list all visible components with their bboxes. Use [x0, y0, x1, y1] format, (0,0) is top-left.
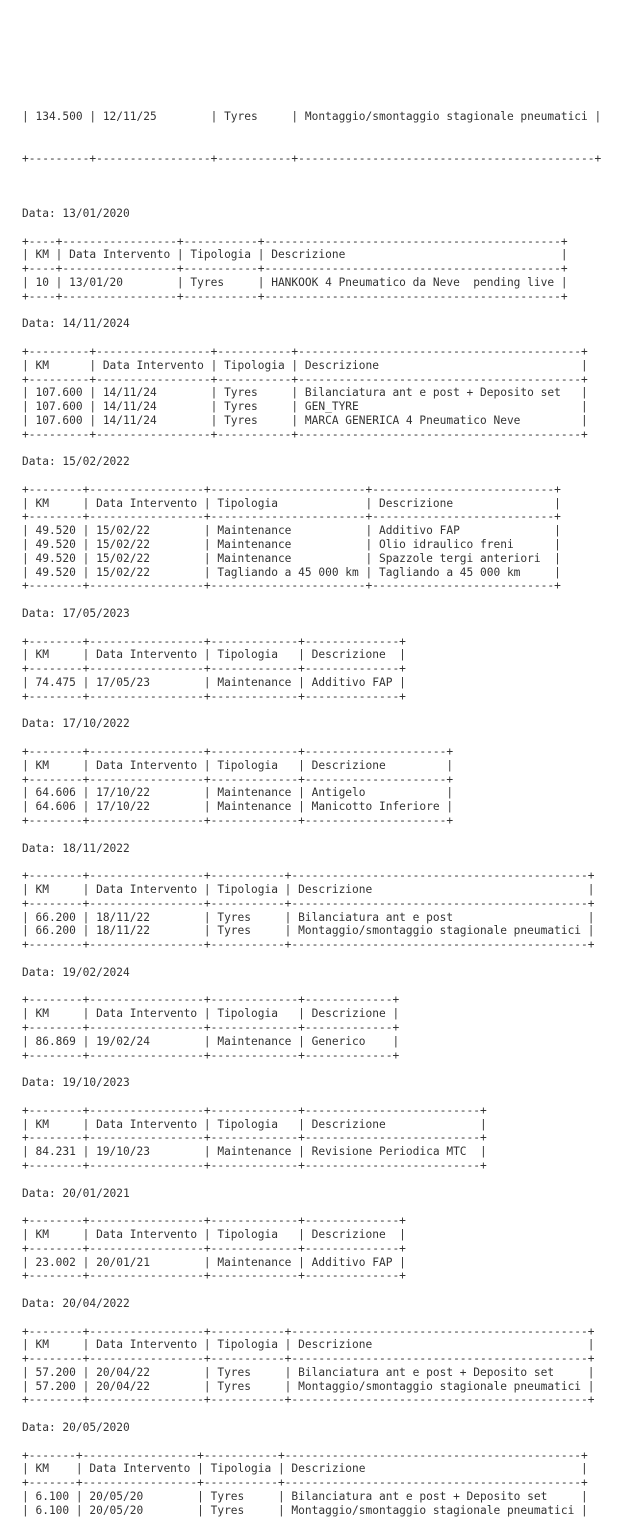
table-row: | 6.100 | 20/05/20 | Tyres | Montaggio/smontaggio stagionale pneumatici | [22, 1503, 588, 1517]
table-row: | 10 | 13/01/20 | Tyres | HANKOOK 4 Pneumatico da Neve pending live | [22, 275, 568, 289]
table-border: +--------+-----------------+-------------+--------------------------+ [22, 1103, 487, 1117]
spacer [22, 442, 640, 456]
date-section [22, 828, 640, 952]
table-border: +--------+-----------------+-----------------------+---------------------------+ [22, 579, 561, 593]
table-border: +---------+-----------------+-----------+------------------------------------------+ [22, 427, 588, 441]
table-border: +--------+-----------------+-------------+--------------+ [22, 1241, 406, 1255]
spacer [22, 1090, 640, 1104]
table-row: | KM | Data Intervento | Tipologia | Descrizione | [22, 496, 561, 510]
section-date-heading: Data: 17/10/2022 [22, 717, 130, 731]
table-row: | 49.520 | 15/02/22 | Maintenance | Additivo FAP | [22, 524, 561, 538]
table-border: +---------+-----------------+-----------+------------------------------------------+ [22, 344, 588, 358]
table-row: | 49.520 | 15/02/22 | Maintenance | Spazzole tergi anteriori | [22, 551, 561, 565]
table-row: | KM | Data Intervento | Tipologia | Descrizione | [22, 1338, 595, 1352]
spacer [22, 331, 640, 345]
spacer [22, 952, 640, 966]
table-border: +--------+-----------------+-------------+--------------------------+ [22, 1131, 487, 1145]
date-section [22, 1407, 640, 1517]
section-date-heading: Data: 13/01/2020 [22, 206, 130, 220]
section-date-heading: Data: 19/10/2023 [22, 1076, 130, 1090]
spacer [22, 828, 640, 842]
section-date-heading: Data: 14/11/2024 [22, 317, 130, 331]
table-border: +--------+-----------------+-------------+---------------------+ [22, 745, 454, 759]
spacer [22, 469, 640, 483]
date-section [22, 193, 640, 303]
table-row: | KM | Data Intervento | Tipologia | Descrizione | [22, 1117, 487, 1131]
spacer [22, 855, 640, 869]
table-row: | 86.869 | 19/02/24 | Maintenance | Generico | [22, 1034, 400, 1048]
table-border: +--------+-----------------+-----------+--------------------------------------------+ [22, 1324, 595, 1338]
table-row: | 23.002 | 20/01/21 | Maintenance | Additivo FAP | [22, 1255, 406, 1269]
table-border: +--------+-----------------+-----------------------+---------------------------+ [22, 510, 561, 524]
table-row: | 134.500 | 12/11/25 | Tyres | Montaggio/smontaggio stagionale pneumatici | [22, 110, 602, 124]
table-row: | 107.600 | 14/11/24 | Tyres | MARCA GENERICA 4 Pneumatico Neve | [22, 413, 588, 427]
table-border: +-------+-----------------+-----------+--------------------------------------------+ [22, 1448, 588, 1462]
table-row: | KM | Data Intervento | Tipologia | Descrizione | [22, 1227, 406, 1241]
table-border: +---------+-----------------+-----------+--------------------------------------------+ [22, 151, 602, 165]
table-border: +--------+-----------------+-------------+---------------------+ [22, 814, 454, 828]
spacer [22, 1173, 640, 1187]
table-row: | KM | Data Intervento | Tipologia | Descrizione | [22, 358, 588, 372]
section-date-heading: Data: 19/02/2024 [22, 965, 130, 979]
table-row: | KM | Data Intervento | Tipologia | Descrizione | [22, 648, 406, 662]
spacer [22, 1435, 640, 1449]
date-section [22, 704, 640, 828]
table-row: | KM | Data Intervento | Tipologia | Descrizione | [22, 248, 568, 262]
table-border: +----+-----------------+-----------+--------------------------------------------+ [22, 234, 568, 248]
date-section [22, 952, 640, 1062]
spacer [22, 1200, 640, 1214]
date-section [22, 1173, 640, 1283]
date-section [22, 1062, 640, 1172]
spacer [22, 980, 640, 994]
table-row: | KM | Data Intervento | Tipologia | Descrizione | [22, 1007, 400, 1021]
table-row: | 84.231 | 19/10/23 | Maintenance | Revisione Periodica MTC | [22, 1145, 487, 1159]
sections-container [22, 193, 640, 1518]
spacer [22, 304, 640, 318]
spacer [22, 1062, 640, 1076]
table-border: +-------+-----------------+-----------+--------------------------------------------+ [22, 1476, 588, 1490]
table-border: +--------+-----------------+-----------+--------------------------------------------+ [22, 1393, 595, 1407]
section-date-heading: Data: 20/01/2021 [22, 1186, 130, 1200]
table-border: +----+-----------------+-----------+--------------------------------------------+ [22, 289, 568, 303]
date-section [22, 442, 640, 594]
table-row: | 74.475 | 17/05/23 | Maintenance | Additivo FAP | [22, 676, 406, 690]
table-row: | 64.606 | 17/10/22 | Maintenance | Antigelo | [22, 786, 454, 800]
spacer [22, 1283, 640, 1297]
spacer [22, 1311, 640, 1325]
table-border: +---------+-----------------+-----------+------------------------------------------+ [22, 372, 588, 386]
date-section [22, 304, 640, 442]
table-row: | 49.520 | 15/02/22 | Maintenance | Olio idraulico freni | [22, 538, 561, 552]
table-row: | 66.200 | 18/11/22 | Tyres | Bilanciatura ant e post | [22, 910, 595, 924]
table-border: +--------+-----------------+-------------+--------------+ [22, 634, 406, 648]
table-row: | KM | Data Intervento | Tipologia | Descrizione | [22, 1462, 588, 1476]
table-border: +--------+-----------------+-------------+--------------+ [22, 662, 406, 676]
date-section [22, 593, 640, 703]
table-border: +--------+-----------------+-----------------------+---------------------------+ [22, 482, 561, 496]
date-section [22, 1283, 640, 1407]
section-date-heading: Data: 18/11/2022 [22, 841, 130, 855]
table-row: | 57.200 | 20/04/22 | Tyres | Bilanciatura ant e post + Deposito set | [22, 1365, 595, 1379]
top-spacer [22, 28, 640, 42]
table-border: +--------+-----------------+-------------+-------------+ [22, 1020, 400, 1034]
table-border: +--------+-----------------+-----------+--------------------------------------------+ [22, 869, 595, 883]
table-border: +--------+-----------------+-----------+--------------------------------------------+ [22, 938, 595, 952]
table-border: +----+-----------------+-----------+--------------------------------------------+ [22, 262, 568, 276]
table-row: | 66.200 | 18/11/22 | Tyres | Montaggio/smontaggio stagionale pneumatici | [22, 924, 595, 938]
table-border: +--------+-----------------+-------------+--------------+ [22, 689, 406, 703]
table-border: +--------+-----------------+-------------+--------------------------+ [22, 1158, 487, 1172]
table-row: | KM | Data Intervento | Tipologia | Descrizione | [22, 883, 595, 896]
top-spacer-2 [22, 69, 640, 83]
table-border: +--------+-----------------+-----------+--------------------------------------------+ [22, 896, 595, 910]
table-border: +--------+-----------------+-------------+--------------+ [22, 1269, 406, 1283]
table-row: | 107.600 | 14/11/24 | Tyres | GEN_TYRE | [22, 400, 588, 414]
table-row: | KM | Data Intervento | Tipologia | Descrizione | [22, 758, 454, 772]
spacer [22, 621, 640, 635]
table-row: | 107.600 | 14/11/24 | Tyres | Bilanciatura ant e post + Deposito set | [22, 386, 588, 400]
section-date-heading: Data: 17/05/2023 [22, 607, 130, 621]
section-date-heading: Data: 20/04/2022 [22, 1296, 130, 1310]
table-border: +--------+-----------------+-------------+-------------+ [22, 1048, 400, 1062]
section-date-heading: Data: 20/05/2020 [22, 1421, 130, 1435]
spacer [22, 193, 640, 207]
section-date-heading: Data: 15/02/2022 [22, 455, 130, 469]
table-border: +--------+-----------------+-------------+-------------+ [22, 993, 400, 1007]
table-border: +--------+-----------------+-------------+---------------------+ [22, 772, 454, 786]
spacer [22, 1407, 640, 1421]
table-border: +--------+-----------------+-----------+--------------------------------------------+ [22, 1352, 595, 1366]
table-row: | 64.606 | 17/10/22 | Maintenance | Manicotto Inferiore | [22, 800, 454, 814]
spacer [22, 704, 640, 718]
table-border: +--------+-----------------+-------------+--------------+ [22, 1214, 406, 1228]
table-row: | 49.520 | 15/02/22 | Tagliando a 45 000 km | Tagliando a 45 000 km | [22, 565, 561, 579]
spacer [22, 731, 640, 745]
spacer [22, 593, 640, 607]
spacer [22, 221, 640, 235]
table-row: | 57.200 | 20/04/22 | Tyres | Montaggio/smontaggio stagionale pneumatici | [22, 1379, 595, 1393]
table-row: | 6.100 | 20/05/20 | Tyres | Bilanciatura ant e post + Deposito set | [22, 1490, 588, 1504]
